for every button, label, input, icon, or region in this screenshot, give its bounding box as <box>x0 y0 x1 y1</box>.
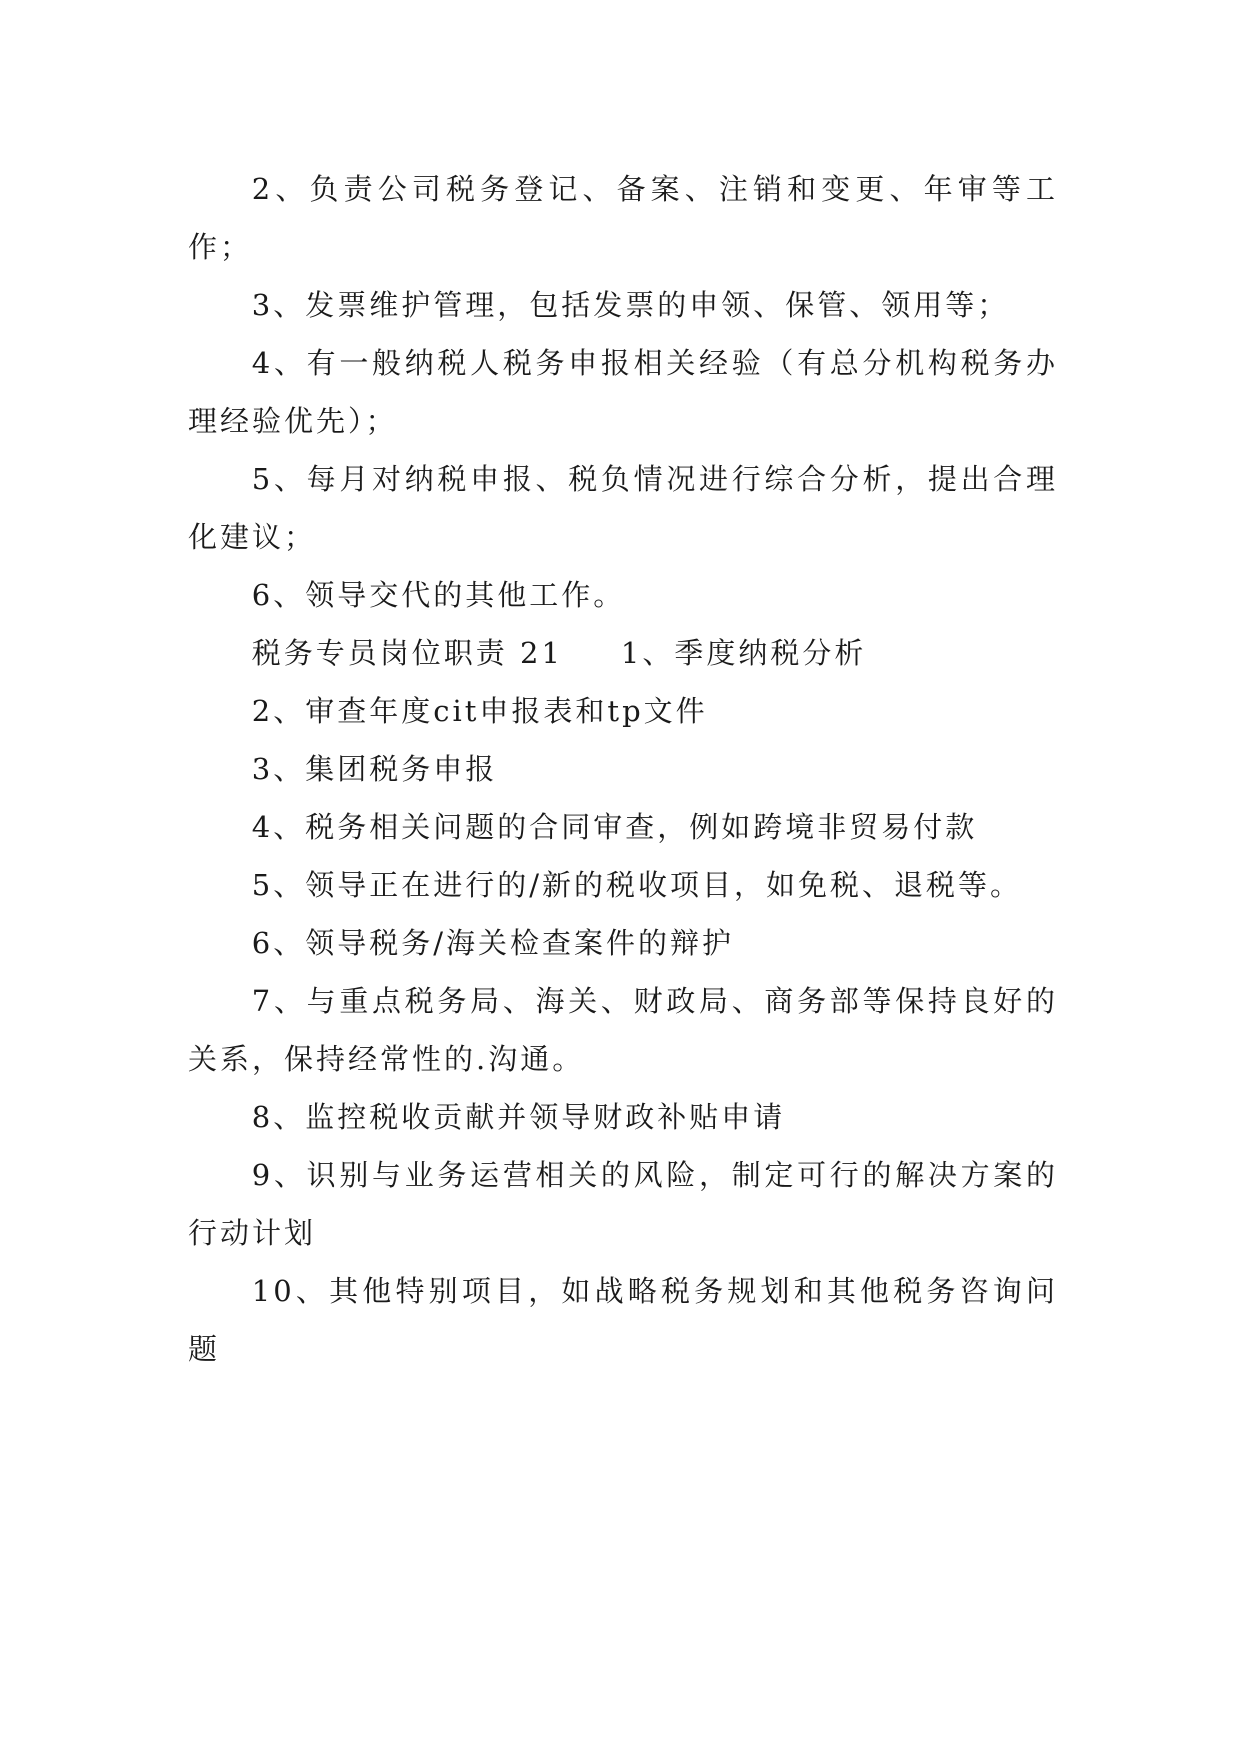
section-heading-line <box>188 624 1058 682</box>
list-item: 3、集团税务申报 <box>251 752 498 786</box>
list-item: 7、与重点税务局、海关、财政局、商务部等保持良好的关系，保持经常性的.沟通。 <box>188 984 1058 1076</box>
list-item: 6、领导税务/海关检查案件的辩护 <box>251 926 735 960</box>
section-first-item: 1、季度纳税分析 <box>620 636 867 670</box>
paragraph: 3、发票维护管理，包括发票的申领、保管、领用等； <box>251 288 1010 322</box>
document-body <box>188 160 1058 1378</box>
list-item: 10、其他特别项目，如战略税务规划和其他税务咨询问题 <box>188 1274 1058 1366</box>
list-item: 8、监控税收贡献并领导财政补贴申请 <box>251 1100 786 1134</box>
paragraph: 4、有一般纳税人税务申报相关经验（有总分机构税务办理经验优先）； <box>188 346 1058 438</box>
list-item: 4、税务相关问题的合同审查，例如跨境非贸易付款 <box>251 810 978 844</box>
list-item: 5、领导正在进行的/新的税收项目，如免税、退税等。 <box>251 868 1023 902</box>
paragraph: 5、每月对纳税申报、税负情况进行综合分析，提出合理化建议； <box>188 462 1058 554</box>
paragraph: 6、领导交代的其他工作。 <box>251 578 626 612</box>
paragraph: 2、负责公司税务登记、备案、注销和变更、年审等工作； <box>188 172 1058 264</box>
list-item: 9、识别与业务运营相关的风险，制定可行的解决方案的行动计划 <box>188 1158 1058 1250</box>
list-item: 2、审查年度cit申报表和tp文件 <box>251 694 708 728</box>
section-heading: 税务专员岗位职责 21 <box>251 636 563 670</box>
